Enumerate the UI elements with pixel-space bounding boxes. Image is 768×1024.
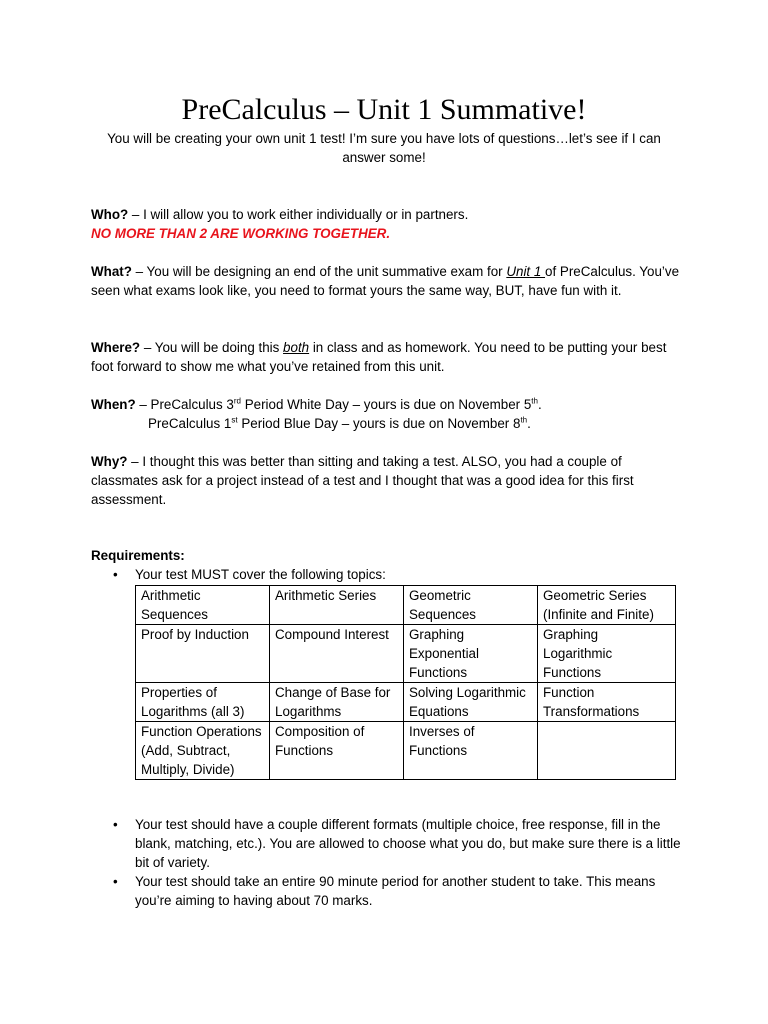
when-line1-a: – PreCalculus 3 (135, 397, 234, 412)
when-line1-sup: rd (233, 396, 241, 406)
when-line-1 (91, 395, 691, 414)
bullet-icon: • (113, 817, 118, 832)
who-label: Who? (91, 207, 129, 222)
intro-text: You will be creating your own unit 1 test! I’m sure you have lots of questions…let’s see if I can answer some! (107, 131, 661, 165)
topic-cell: Compound Interest (270, 625, 404, 683)
topic-cell: Inverses of Functions (404, 722, 538, 780)
requirements-heading: Requirements: (91, 548, 185, 563)
where-label: Where? (91, 340, 141, 355)
topic-cell: Graphing Exponential Functions (404, 625, 538, 683)
when-line1-c: . (537, 397, 542, 412)
topic-cell: Geometric Sequences (404, 586, 538, 625)
what-text-b: of PreCalculus. You’ve seen what exams look like, you need to format yours the same way, BUT, have fun with it. (91, 264, 680, 298)
topic-cell: Properties of Logarithms (all 3) (136, 683, 270, 722)
why-text: – I thought this was better than sitting and taking a test. ALSO, you had a couple of classmates ask for a project instead of a test and I thought that was a good idea for this first assessment. (91, 454, 634, 507)
bullet-icon: • (113, 567, 118, 582)
table-row (136, 722, 676, 780)
what-section (91, 262, 691, 300)
topic-cell: Geometric Series (Infinite and Finite) (538, 586, 676, 625)
who-text: – I will allow you to work either individually or in partners. (128, 207, 469, 222)
when-line1-sup2: th (531, 396, 538, 406)
topic-cell: Function Transformations (538, 683, 676, 722)
page-title: PreCalculus – Unit 1 Summative! (181, 93, 587, 126)
what-label: What? (91, 264, 132, 279)
where-text-b: in class and as homework. You need to be putting your best foot forward to show me what you’ve retained from this unit. (91, 340, 667, 374)
topic-cell: Proof by Induction (136, 625, 270, 683)
when-section (91, 395, 691, 433)
when-label: When? (91, 397, 136, 412)
why-label: Why? (91, 454, 128, 469)
when-line2-c: . (527, 416, 531, 431)
table-row (136, 625, 676, 683)
when-line1-b: Period White Day – yours is due on November 5 (241, 397, 532, 412)
requirement-text-2: Your test should have a couple different formats (multiple choice, free response, fill in the blank, matching, etc.). You are allowed to choose what you do, but make sure there is a little bit of variety. (135, 817, 681, 870)
bullet-icon: • (113, 874, 118, 889)
where-section (91, 338, 691, 376)
when-line2-b: Period Blue Day – yours is due on November 8 (237, 416, 521, 431)
table-row (136, 683, 676, 722)
where-underlined: both (283, 340, 310, 355)
when-line-2 (91, 414, 691, 433)
where-text-a: – You will be doing this (140, 340, 284, 355)
requirement-text-1: Your test MUST cover the following topics: (135, 567, 386, 582)
when-line2-sup2: th (520, 415, 528, 425)
requirement-text-3: Your test should take an entire 90 minute period for another student to take. This means you’re aiming to having about 70 marks. (135, 874, 656, 908)
topics-table (135, 585, 676, 780)
topic-cell: Solving Logarithmic Equations (404, 683, 538, 722)
topic-cell: Composition of Functions (270, 722, 404, 780)
why-section (91, 452, 691, 509)
topic-cell (538, 722, 676, 780)
topic-cell: Arithmetic Series (270, 586, 404, 625)
topic-cell: Change of Base for Logarithms (270, 683, 404, 722)
what-text-a: – You will be designing an end of the unit summative exam for (131, 264, 507, 279)
who-warning: NO MORE THAN 2 ARE WORKING TOGETHER. (91, 226, 391, 241)
table-row (136, 586, 676, 625)
topic-cell: Arithmetic Sequences (136, 586, 270, 625)
when-line2-a: PreCalculus 1 (148, 416, 232, 431)
topic-cell: Graphing Logarithmic Functions (538, 625, 676, 683)
who-section (91, 205, 691, 243)
when-line2-sup: st (231, 415, 238, 425)
what-underlined: Unit 1 (506, 264, 546, 279)
topic-cell: Function Operations (Add, Subtract, Multiply, Divide) (136, 722, 270, 780)
